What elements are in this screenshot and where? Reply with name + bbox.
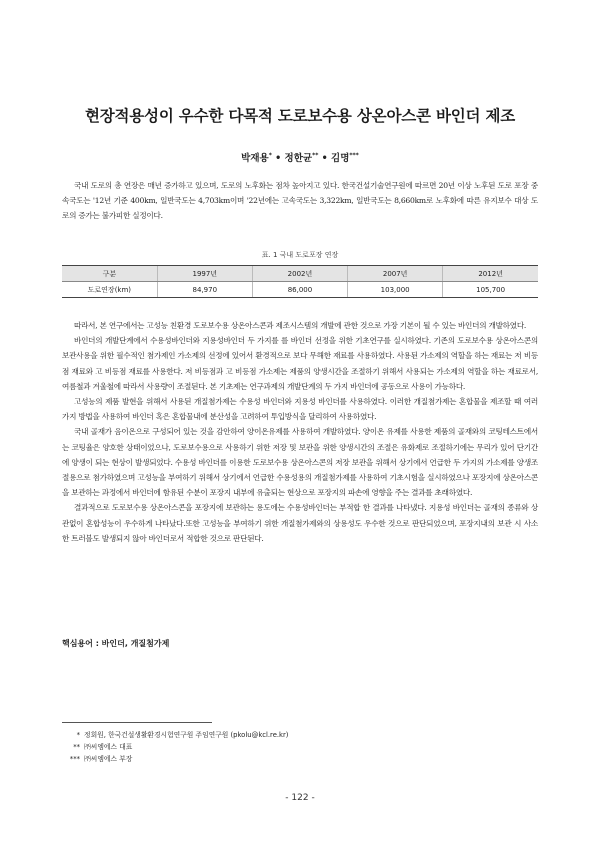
footnote-text: ㈜씨엠에스 대표	[84, 743, 133, 751]
table-cell: 103,000	[348, 282, 443, 298]
road-length-table	[62, 265, 538, 298]
author-mark: **	[312, 151, 319, 159]
author-separator: •	[321, 153, 328, 164]
table-cell: 105,700	[443, 282, 538, 298]
body-paragraph: 바인더의 개발단계에서 수용성바인더와 지용성바인더 두 가지를 를 바인더 선정을 위한 기초연구를 실시하였다. 기존의 도로보수용 상온아스콘의 보관사용을 위한 필수적인 첨가제인 가소제의 선정에 있어서 환경적으로 보다 무해한 재료를 사용하였다. 사용된 가소제의 역할을 하는 재료는 저 비등점 재료와 고 비등점 재료를 사용한다. 저 비등점과 고 비등점 가소제는 제품의 양생시간을 조절하기 위해서 사용되는 가소제의 역할을 하는 재료로서, 여름철과 겨울철에 따라서 사용량이 조절된다. 본 기초제는 연구과제의 개발단계의 두 가지 바인더에 공동으로 사용이 가능하다.	[62, 336, 538, 391]
body-paragraph: 따라서, 본 연구에서는 고성능 친환경 도로보수용 상온아스콘과 제조시스템의 개발에 관한 것으로 가장 기본이 될 수 있는 바인더의 개발하였다.	[74, 321, 527, 330]
table-row	[62, 282, 538, 298]
table-header-row	[62, 266, 538, 282]
table-cell: 84,970	[157, 282, 252, 298]
author-name: 정한균	[284, 153, 313, 164]
author-name: 김명	[331, 153, 350, 164]
footnote	[62, 753, 132, 763]
page-number: - 122 -	[285, 793, 315, 803]
footnote-divider	[62, 722, 212, 723]
table-header-cell: 2012년	[443, 266, 538, 282]
author-name: 박재용	[241, 153, 269, 164]
table-header-cell: 1997년	[157, 266, 252, 282]
footnote-mark: **	[73, 743, 80, 751]
footnote	[62, 729, 288, 739]
table-header-cell: 2007년	[348, 266, 443, 282]
table-caption: 표. 1 국내 도로포장 연장	[261, 251, 339, 259]
table-header-cell: 구분	[62, 266, 157, 282]
author-list	[0, 150, 600, 164]
author-mark: ***	[349, 151, 359, 159]
footnote-mark: ***	[69, 755, 80, 763]
table-cell: 86,000	[252, 282, 347, 298]
author-mark: *	[268, 151, 272, 159]
table-header-cell: 2002년	[252, 266, 347, 282]
author-separator: •	[275, 153, 282, 164]
body-paragraph: 국내 골재가 음이온으로 구성되어 있는 것을 감안하여 양이온유제를 사용하여 개발하였다. 양이온 유제를 사용한 제품의 골재와의 코팅테스트에서는 코팅율은 양호한 상태이었으나, 도로보수용으로 사용하기 위한 저장 및 보관을 위한 양생시간의 조절은 유화제로 조절하기에는 무리가 있어 단기간에 양생이 되는 현상이 발생되었다. 수용성 바인더를 이용한 도로보수용 상온아스콘의 저장 보관을 위해서 상기에서 언급한 두 가지의 가소제를 양생조절용으로 첨가하였으며 고성능을 부여하기 위해서 상기에서 언급한 수용성용의 개질첨가제를 사용하여 기초시험을 실시하였으나 포장지에 상온아스콘을 보관하는 과정에서 바인더에 함유된 수분이 포장지 내부에 유출되는 현상으로 포장지의 파손에 영향을 주는 결과를 초래하였다.	[62, 427, 538, 498]
footnote-text: 정회원, 한국건설생활환경시험연구원 주임연구원 (pkolu@kcl.re.kr)	[84, 731, 289, 739]
footnote	[62, 741, 132, 751]
body-text	[62, 318, 538, 546]
body-paragraph: 결과적으로 도로보수용 상온아스콘을 포장지에 보관하는 용도에는 수용성바인더는 부적합 한 결과를 나타냈다. 지용성 바인더는 골재의 종류와 상관없이 혼합성능이 우수하게 나타났다.또한 고성능을 부여하기 위한 개질첨가제와의 상용성도 우수한 것으로 판단되었으며, 포장지내의 보관 시 사소한 트러블도 발생되지 않아 바인더로서 적합한 것으로 판단된다.	[62, 503, 538, 543]
table-cell: 도로연장(km)	[62, 282, 157, 298]
keywords: 핵심용어 : 바인더, 개질첨가제	[62, 639, 170, 648]
intro-paragraph: 국내 도로의 총 연장은 매년 증가하고 있으며, 도로의 노후화는 점차 높아지고 있다. 한국건설기술연구원에 따르면 20년 이상 노후된 도로 포장 중속국도는 '12년 기준 400km, 일반국도는 4,703km이며 '22년에는 고속국도는 3,322km, 일반국도는 8,660km로 노후화에 따른 유지보수 대상 도로의 증가는 불가피한 실정이다.	[62, 181, 538, 221]
footnote-mark: *	[76, 731, 80, 739]
paper-title: 현장적용성이 우수한 다목적 도로보수용 상온아스콘 바인더 제조	[84, 107, 516, 125]
footnote-text: ㈜씨엠에스 부장	[84, 755, 133, 763]
body-paragraph: 고성능의 제품 발현을 위해서 사용된 개질첨가제는 수용성 바인더와 지용성 바인더를 사용하였다. 이러한 개질첨가제는 혼합물을 제조할 때 여러 가지 방법을 사용하여 바인더 혹은 혼합물내에 분산성을 고려하여 투입방식을 달리하여 사용하였다.	[62, 397, 538, 422]
